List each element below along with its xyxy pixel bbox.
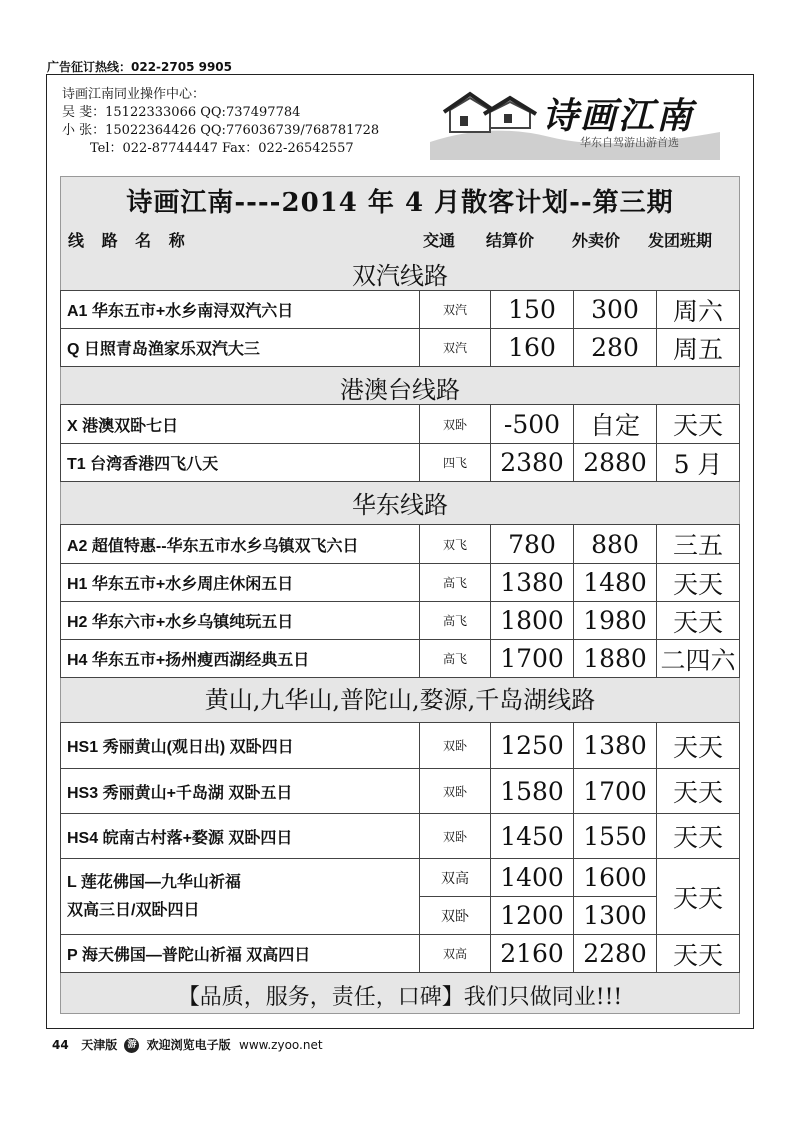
route-name-split xyxy=(61,859,420,935)
route-schedule: 5 月 xyxy=(657,444,740,482)
logo-brand-text: 诗画江南 xyxy=(542,95,695,137)
route-name: A1 华东五市+水乡南浔双汽六日 xyxy=(61,291,420,329)
table-row xyxy=(61,640,740,678)
table-row xyxy=(61,602,740,640)
travel-badge-icon: 游 xyxy=(124,1038,139,1053)
route-transport: 双高 xyxy=(420,935,491,973)
ad-hotline: 广告征订热线：022-2705 9905 xyxy=(47,60,233,74)
route-schedule: 天天 xyxy=(657,564,740,602)
route-schedule: 天天 xyxy=(657,814,740,859)
route-retail-price: 1600 xyxy=(574,859,657,897)
table-row xyxy=(61,769,740,814)
contact-line-zhang: 小 张：15022364426 QQ:776036739/768781728 xyxy=(62,123,380,138)
route-schedule: 天天 xyxy=(657,723,740,769)
logo-tagline: 华东自驾游出游首选 xyxy=(580,136,679,149)
footer-text: 欢迎浏览电子版 xyxy=(146,1038,231,1052)
slogan: 【品质，服务，责任，口碑】我们只做同业!!! xyxy=(177,985,623,1010)
route-settle-price: 1400 xyxy=(491,859,574,897)
route-transport: 四飞 xyxy=(420,444,491,482)
table-row xyxy=(61,329,740,367)
route-retail-price: 1700 xyxy=(574,769,657,814)
route-settle-price: 1700 xyxy=(491,640,574,678)
table-row xyxy=(61,564,740,602)
route-retail-price: 1380 xyxy=(574,723,657,769)
route-settle-price: 780 xyxy=(491,525,574,564)
route-transport: 双汽 xyxy=(420,329,491,367)
website-link[interactable]: www.zyoo.net xyxy=(239,1038,323,1052)
section-title: 双汽线路 xyxy=(352,262,448,290)
route-name: Q 日照青岛渔家乐双汽大三 xyxy=(61,329,420,367)
route-retail-price: 880 xyxy=(574,525,657,564)
route-settle-price: 2160 xyxy=(491,935,574,973)
route-retail-price: 1300 xyxy=(574,897,657,935)
route-name: H4 华东五市+扬州瘦西湖经典五日 xyxy=(61,640,420,678)
section-title: 黄山,九华山,普陀山,婺源,千岛湖线路 xyxy=(204,686,596,714)
table-row xyxy=(61,814,740,859)
route-name: HS3 秀丽黄山+千岛湖 双卧五日 xyxy=(61,769,420,814)
route-retail-price: 300 xyxy=(574,291,657,329)
section-title: 港澳台线路 xyxy=(340,376,460,404)
route-transport: 双飞 xyxy=(420,525,491,564)
table-row xyxy=(61,723,740,769)
route-schedule: 天天 xyxy=(657,935,740,973)
route-retail-price: 1880 xyxy=(574,640,657,678)
route-schedule: 天天 xyxy=(657,769,740,814)
route-schedule: 周五 xyxy=(657,329,740,367)
route-name-line1: L 莲花佛国—九华山祈福 xyxy=(67,873,241,891)
route-table xyxy=(60,290,740,367)
route-retail-price: 2280 xyxy=(574,935,657,973)
route-schedule: 二四六 xyxy=(657,640,740,678)
route-transport: 高飞 xyxy=(420,640,491,678)
route-settle-price: -500 xyxy=(491,405,574,444)
table-row xyxy=(61,935,740,973)
route-retail-price: 2880 xyxy=(574,444,657,482)
route-name: T1 台湾香港四飞八天 xyxy=(61,444,420,482)
route-transport: 双卧 xyxy=(420,769,491,814)
route-schedule: 天天 xyxy=(657,602,740,640)
edition-label: 天津版 xyxy=(81,1038,118,1052)
contact-center: 诗画江南同业操作中心： xyxy=(62,87,206,102)
table-row xyxy=(61,525,740,564)
page-number: 44 xyxy=(52,1038,69,1052)
section-title: 华东线路 xyxy=(352,491,448,519)
route-retail-price: 1980 xyxy=(574,602,657,640)
route-transport: 高飞 xyxy=(420,564,491,602)
route-name: HS4 皖南古村落+婺源 双卧四日 xyxy=(61,814,420,859)
route-retail-price: 280 xyxy=(574,329,657,367)
route-name: P 海天佛国—普陀山祈福 双高四日 xyxy=(61,935,420,973)
route-schedule: 天天 xyxy=(657,859,740,935)
route-name: A2 超值特惠--华东五市水乡乌镇双飞六日 xyxy=(61,525,420,564)
route-settle-price: 1450 xyxy=(491,814,574,859)
route-settle-price: 150 xyxy=(491,291,574,329)
contact-block xyxy=(62,86,379,158)
route-name-line2: 双高三日/双卧四日 xyxy=(67,901,200,919)
route-transport: 双卧 xyxy=(420,405,491,444)
route-table xyxy=(60,524,740,678)
table-row xyxy=(61,859,740,897)
page-footer xyxy=(52,1036,323,1053)
route-table xyxy=(60,404,740,482)
route-retail-price: 自定 xyxy=(574,405,657,444)
header-transport: 交通 xyxy=(423,231,456,250)
table-row xyxy=(61,444,740,482)
route-transport: 双汽 xyxy=(420,291,491,329)
route-settle-price: 1200 xyxy=(491,897,574,935)
route-settle-price: 1580 xyxy=(491,769,574,814)
table-row xyxy=(61,291,740,329)
header-retail-price: 外卖价 xyxy=(572,231,621,250)
route-transport: 双高 xyxy=(420,859,491,897)
plan-title: 诗画江南----2014 年 4 月散客计划--第三期 xyxy=(126,188,674,218)
route-settle-price: 1800 xyxy=(491,602,574,640)
route-name: X 港澳双卧七日 xyxy=(61,405,420,444)
route-transport: 双卧 xyxy=(420,814,491,859)
route-table xyxy=(60,722,740,973)
header-schedule: 发团班期 xyxy=(648,231,713,250)
route-schedule: 周六 xyxy=(657,291,740,329)
contact-tel-fax: Tel：022-87744447 Fax：022-26542557 xyxy=(90,141,354,156)
route-settle-price: 2380 xyxy=(491,444,574,482)
table-row xyxy=(61,405,740,444)
route-schedule: 天天 xyxy=(657,405,740,444)
route-settle-price: 160 xyxy=(491,329,574,367)
route-retail-price: 1480 xyxy=(574,564,657,602)
route-name: HS1 秀丽黄山(观日出) 双卧四日 xyxy=(61,723,420,769)
route-transport: 高飞 xyxy=(420,602,491,640)
route-settle-price: 1250 xyxy=(491,723,574,769)
brand-logo xyxy=(430,82,720,160)
route-name: H1 华东五市+水乡周庄休闲五日 xyxy=(61,564,420,602)
route-name: H2 华东六市+水乡乌镇纯玩五日 xyxy=(61,602,420,640)
route-settle-price: 1380 xyxy=(491,564,574,602)
route-transport: 双卧 xyxy=(420,723,491,769)
header-route: 线 路 名 称 xyxy=(68,231,191,250)
route-schedule: 三五 xyxy=(657,525,740,564)
contact-line-wu: 吴 斐：15122333066 QQ:737497784 xyxy=(62,105,301,120)
header-settle-price: 结算价 xyxy=(486,231,535,250)
route-transport: 双卧 xyxy=(420,897,491,935)
route-retail-price: 1550 xyxy=(574,814,657,859)
